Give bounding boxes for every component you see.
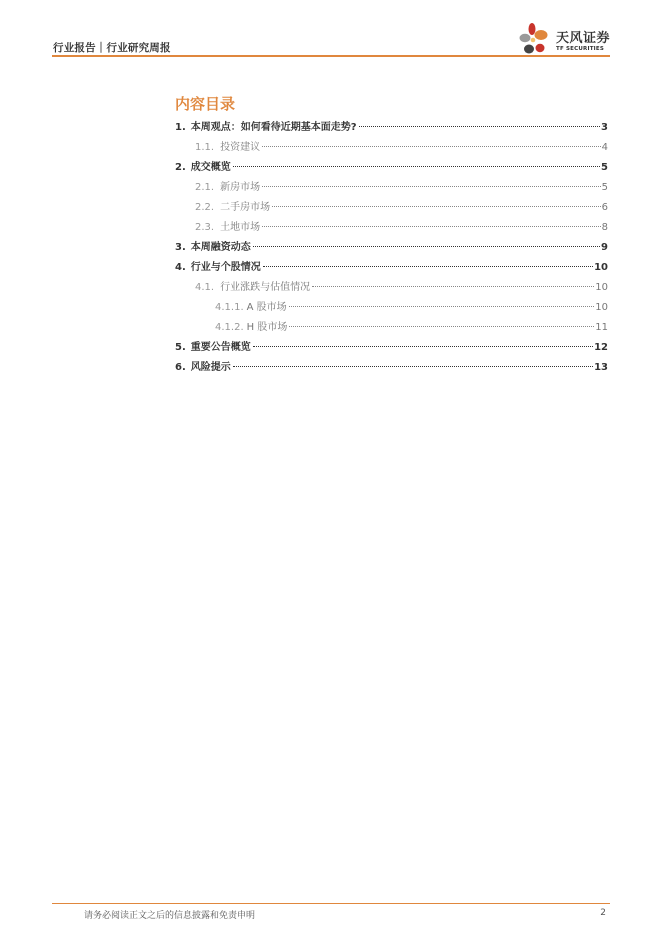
- toc-entry-page: 10: [594, 262, 608, 273]
- company-logo: [518, 20, 613, 56]
- toc-entry-page: 13: [594, 362, 608, 373]
- header-divider: [52, 55, 610, 57]
- toc-entry[interactable]: [175, 238, 608, 258]
- toc-dot-leader: [272, 206, 601, 207]
- toc-entry[interactable]: [175, 218, 608, 238]
- toc-entry-number: 4.1.1.: [215, 302, 244, 313]
- toc-entry-title: 重要公告概览: [190, 342, 251, 353]
- toc-dot-leader: [233, 166, 600, 167]
- toc-entry-number: 4.1.2.: [215, 322, 244, 333]
- toc-entry-page: 4: [601, 142, 608, 153]
- toc-entry[interactable]: [175, 158, 608, 178]
- toc-entry-page: 11: [595, 322, 608, 333]
- toc-entry[interactable]: [175, 338, 608, 358]
- toc-entry-number: 4.: [175, 262, 186, 273]
- toc-entry[interactable]: [175, 178, 608, 198]
- footer-disclaimer: 请务必阅读正文之后的信息披露和免责申明: [84, 911, 256, 921]
- flower-logo-icon: [518, 20, 554, 56]
- toc-entry-page: 5: [601, 182, 608, 193]
- toc-entry-title: 二手房市场: [220, 202, 271, 213]
- toc-entry-title: 本周观点：如何看待近期基本面走势?: [190, 122, 357, 133]
- toc-entry-page: 5: [601, 162, 608, 173]
- toc-entry-number: 2.: [175, 162, 186, 173]
- toc-entry-page: 3: [601, 122, 608, 133]
- toc-entry-page: 8: [601, 222, 608, 233]
- toc-entry-title: 风险提示: [190, 362, 231, 373]
- toc-entry-number: 4.1.: [195, 282, 215, 293]
- toc-entry[interactable]: [175, 358, 608, 378]
- toc-entry-number: 2.3.: [195, 222, 215, 233]
- toc-entry-page: 12: [594, 342, 608, 353]
- toc-entry-page: 10: [595, 282, 608, 293]
- toc-entry-number: 2.1.: [195, 182, 215, 193]
- toc-dot-leader: [263, 266, 593, 267]
- toc-entry-title: H 股市场: [246, 322, 288, 333]
- toc-heading: 内容目录: [175, 95, 236, 113]
- toc-entry-title: 成交概览: [190, 162, 231, 173]
- toc-entry-number: 2.2.: [195, 202, 215, 213]
- footer-divider: [52, 903, 610, 904]
- toc-entry-title: 土地市场: [220, 222, 261, 233]
- toc-entry-page: 6: [601, 202, 608, 213]
- toc-dot-leader: [289, 326, 594, 327]
- report-category: 行业报告｜行业研究周报: [53, 42, 171, 54]
- toc-dot-leader: [253, 346, 593, 347]
- table-of-contents: [175, 118, 608, 378]
- toc-dot-leader: [289, 306, 595, 307]
- toc-entry-title: 本周融资动态: [190, 242, 251, 253]
- toc-entry-number: 6.: [175, 362, 186, 373]
- toc-entry[interactable]: [175, 258, 608, 278]
- toc-entry-title: 行业与个股情况: [190, 262, 261, 273]
- toc-entry-title: 行业涨跌与估值情况: [220, 282, 311, 293]
- toc-dot-leader: [262, 146, 601, 147]
- toc-dot-leader: [262, 226, 601, 227]
- toc-entry[interactable]: [175, 318, 608, 338]
- toc-entry-page: 9: [601, 242, 608, 253]
- page-number: 2: [600, 908, 606, 918]
- logo-text: 天风证券: [556, 31, 611, 46]
- toc-entry-page: 10: [595, 302, 608, 313]
- toc-entry[interactable]: [175, 298, 608, 318]
- toc-dot-leader: [262, 186, 601, 187]
- toc-entry-number: 1.: [175, 122, 186, 133]
- toc-entry-number: 5.: [175, 342, 186, 353]
- toc-dot-leader: [312, 286, 594, 287]
- toc-entry[interactable]: [175, 118, 608, 138]
- toc-entry-title: 新房市场: [220, 182, 261, 193]
- toc-dot-leader: [233, 366, 593, 367]
- toc-entry[interactable]: [175, 198, 608, 218]
- toc-dot-leader: [359, 126, 600, 127]
- toc-entry-title: A 股市场: [246, 302, 287, 313]
- toc-entry-title: 投资建议: [220, 142, 261, 153]
- logo-subtext: TF SECURITIES: [556, 46, 605, 52]
- toc-entry[interactable]: [175, 138, 608, 158]
- toc-entry-number: 3.: [175, 242, 186, 253]
- toc-entry[interactable]: [175, 278, 608, 298]
- toc-dot-leader: [253, 246, 600, 247]
- toc-entry-number: 1.1.: [195, 142, 215, 153]
